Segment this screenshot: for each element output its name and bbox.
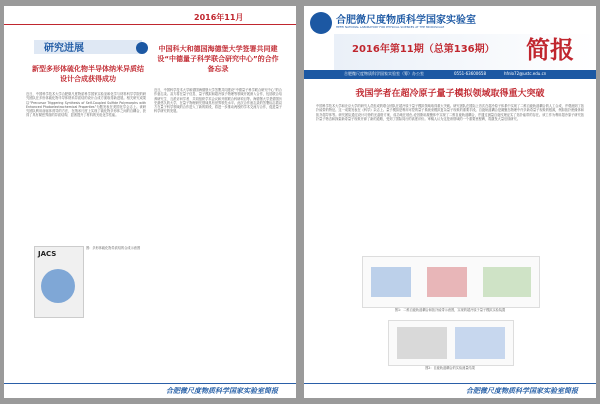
headline: 我国学者在超冷原子量子模拟领域取得重大突破 bbox=[355, 89, 545, 99]
issue-label: 2016年11月 bbox=[194, 13, 244, 22]
figure-1 bbox=[362, 256, 540, 308]
figure-1-panel-c bbox=[483, 267, 531, 297]
figure-1-panel-b bbox=[427, 267, 467, 297]
publisher-bar bbox=[304, 70, 596, 79]
figure-1-caption: 图1：二维自旋轨道耦合和拓扑能带示意图，实现的超冷原子量子模拟实验装置 bbox=[394, 308, 506, 312]
logo-icon bbox=[310, 12, 332, 34]
figure-caption: 图：多形体硫化物异质结的合成示意图 bbox=[86, 246, 141, 250]
email: hfnlo72@ustc.edu.cn bbox=[504, 71, 547, 76]
figure-2-caption: 图2：自旋轨道耦合的实验测量结果 bbox=[425, 366, 475, 370]
headline-body: 中国科学技术大学和北京大学的研究人员组成的联合团队在超冷原子量子模拟领域取得重大突破。研究团队在国际上首次在超冷原子体系中实现了二维自旋轨道耦合的人工合成，并观测到了拓扑能带的特征。这一成果发表在《科学》杂志上。量子模拟是利用可控的量子系统来模拟复杂量子现象的重要手段。自旋轨道耦合是凝聚态物理中许多新奇量子现象的根源，例如拓扑绝缘体和拓扑超导体等。研究团队通过设计巧妙的光晶格方案，成功地在玻色-爱因斯坦凝聚体中实现了二维自旋轨道耦合，并通过测量自旋纹理证实了拓扑能带的存在。该工作为利用超冷原子研究拓扑量子物态和探索新奇量子现象开辟了新的道路，受到了国际同行的高度评价。审稿人认为这是该领域的一个重要里程碑，将激发大量后续研究。 bbox=[316, 104, 584, 121]
journal-label: JACS bbox=[38, 250, 57, 258]
figure-2 bbox=[388, 320, 514, 366]
left-page bbox=[4, 6, 296, 398]
journal-cover bbox=[34, 246, 84, 318]
section-title: 研究进展 bbox=[44, 43, 84, 54]
article-title: 新型多形体硫化物半导体纳米异质结设计合成获得成功 bbox=[32, 65, 144, 83]
right-page bbox=[304, 6, 596, 398]
section-badge-icon bbox=[136, 42, 148, 54]
right-footer: 合肥微尺度物质科学国家实验室简报 bbox=[304, 383, 596, 398]
left-footer: 合肥微尺度物质科学国家实验室简报 bbox=[4, 383, 296, 398]
org-name-en: HEFEI NATIONAL LABORATORY FOR PHYSICAL SCIENCES AT THE MICROSCALE bbox=[336, 25, 445, 29]
issue-title: 2016年第11期（总第136期） bbox=[352, 44, 495, 55]
top-divider bbox=[4, 24, 296, 25]
figure-2-panel-a bbox=[397, 327, 447, 359]
figure-2-panel-b bbox=[455, 327, 505, 359]
section-header bbox=[34, 40, 142, 54]
publisher-line: 合肥微尺度物质科学国家实验室（筹）办公室 bbox=[344, 71, 424, 76]
phone: 0551-63600658 bbox=[454, 71, 486, 76]
article2-body: 近日，中国科学技术大学和德国海德堡大学签署共同建设“中德量子科学联合研究中心”的合作备忘录。双方将在量子信息、量子模拟和超冷原子物理等领域开展深入合作，包括联合培养研究生、互派访问学者、共同组织学术会议和开展联合科研项目等。海德堡大学是德国历史最悠久的大学，在量子物理研究领域具有世界领先水平。此次合作备忘录的签署标志着双方在量子科学领域的合作进入了新的阶段，将进一步推动两校的学术交流与合作，促进量子科学研究的发展。 bbox=[154, 88, 282, 114]
cover-image bbox=[41, 269, 75, 303]
figure-1-panel-a bbox=[371, 267, 411, 297]
brand-title: 简报 bbox=[526, 36, 574, 64]
article2-title: 中国科大和德国海德堡大学签署共同建设“中德量子科学联合研究中心”的合作备忘录 bbox=[157, 45, 279, 73]
org-name: 合肥微尺度物质科学国家实验室 bbox=[336, 15, 476, 26]
article-body: 近日，中国科学技术大学合肥微尺度物质科学国家实验室和化学与材料科学学院的研究团队在多形体硫化物半导体纳米异质结的设计合成方面取得新进展。相关研究成果以“Precursor Triggering Synthesis of Self-Coupled Sulfide Polymorphs with Enhanced Photoelectrochemical Properties”为题发表在美国化学会志上。该研究团队利用前驱体诱导的方法，在纳米尺度上实现了硫化物多形体之间的自耦合，获得了具有紧密界面的异质结构，显著提升了材料的光电化学性能。 bbox=[26, 92, 146, 118]
